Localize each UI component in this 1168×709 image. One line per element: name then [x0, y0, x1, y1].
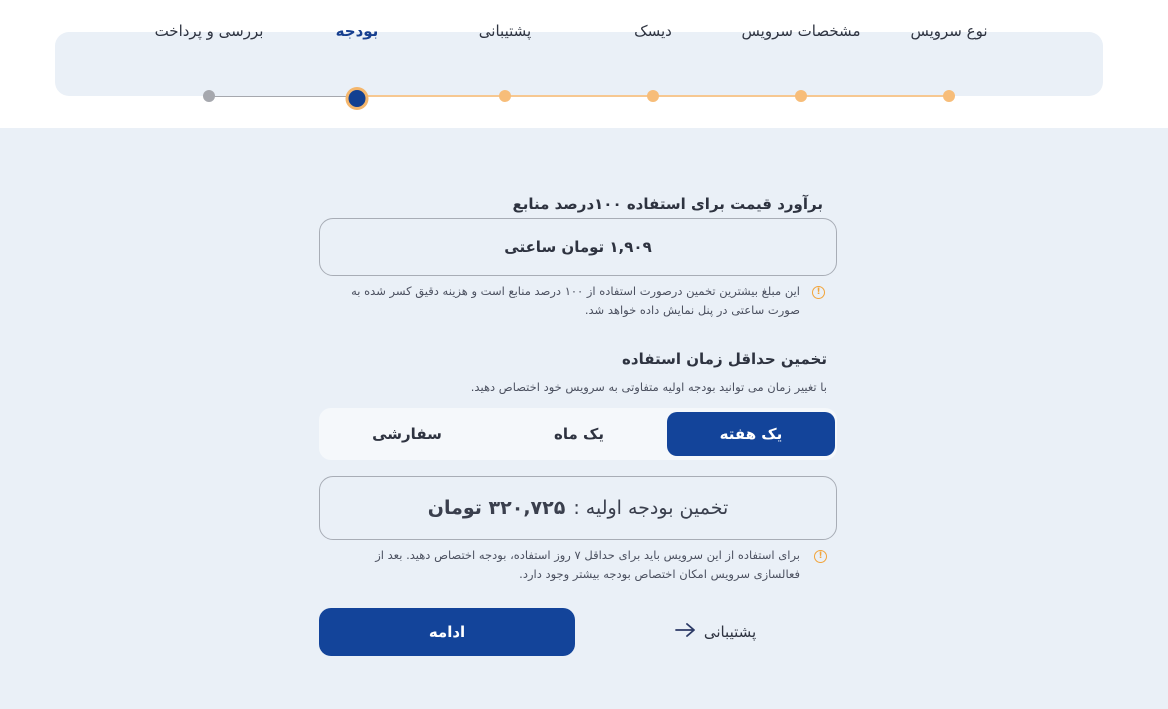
- step-review-payment[interactable]: بررسی و پرداخت: [154, 22, 264, 40]
- warning-circle-icon: !: [812, 286, 825, 299]
- duration-title: تخمین حداقل زمان استفاده: [622, 350, 827, 368]
- arrow-right-icon: [674, 622, 696, 642]
- option-custom[interactable]: سفارشی: [372, 425, 442, 443]
- back-to-support-button[interactable]: [660, 612, 770, 652]
- initial-budget-label: تخمین بودجه اولیه :: [573, 497, 729, 519]
- duration-selector: [319, 408, 837, 460]
- initial-budget-box: [319, 476, 837, 540]
- stepper: [55, 32, 1103, 96]
- duration-subtitle: با تغییر زمان می توانید بودجه اولیه متفاوتی به سرویس خود اختصاص دهید.: [470, 380, 827, 394]
- step-disk[interactable]: دیسک: [634, 22, 672, 40]
- step-budget[interactable]: بودجه: [335, 22, 379, 40]
- step-dot-service-specs: [795, 90, 807, 102]
- top-area: [0, 0, 1168, 128]
- step-dot-service-type: [943, 90, 955, 102]
- initial-budget-value: ۳۲۰,۷۲۵ تومان: [427, 497, 566, 519]
- step-dot-budget-current: [346, 87, 369, 110]
- estimate-note: این مبلغ بیشترین تخمین درصورت استفاده از ۱۰۰ درصد منابع است و هزینه دقیق کسر شده به صورت ساعتی در پنل نمایش داده خواهد شد.: [351, 284, 800, 317]
- step-dot-support: [499, 90, 511, 102]
- step-service-type[interactable]: نوع سرویس: [910, 22, 988, 40]
- back-label: پشتیبانی: [703, 623, 757, 641]
- budget-note: برای استفاده از این سرویس باید برای حداقل ۷ روز استفاده، بودجه اختصاص دهید. بعد از فعالسازی سرویس امکان اختصاص بودجه بیشتر وجود دارد.: [375, 548, 800, 581]
- option-one-week[interactable]: یک هفته: [667, 412, 835, 456]
- step-dot-disk: [647, 90, 659, 102]
- option-one-month[interactable]: یک ماه: [554, 425, 604, 443]
- step-service-specs[interactable]: مشخصات سرویس: [741, 22, 861, 40]
- step-support[interactable]: پشتیبانی: [478, 22, 532, 40]
- continue-button[interactable]: ادامه: [319, 608, 575, 656]
- stepper-pending-line: [209, 96, 357, 97]
- estimate-title: برآورد قیمت برای استفاده ۱۰۰درصد منابع: [512, 195, 823, 213]
- step-dot-review-payment: [203, 90, 215, 102]
- hourly-price-box: [319, 218, 837, 276]
- warning-circle-icon: !: [814, 550, 827, 563]
- hourly-price-value: ۱,۹۰۹ تومان ساعتی: [504, 238, 652, 256]
